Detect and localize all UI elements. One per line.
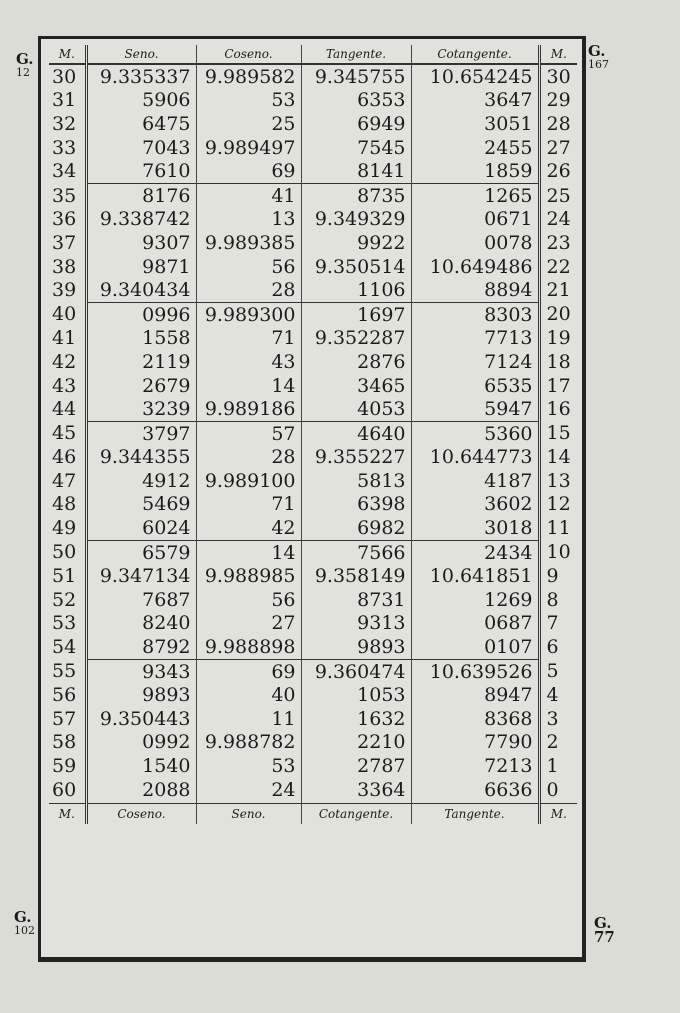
cotangente-cell: 8368	[411, 707, 539, 731]
coseno-cell: 14	[196, 540, 301, 564]
minute-right-cell: 26	[539, 159, 577, 183]
minute-cell: 54	[49, 635, 86, 659]
margin-label-bottom-right	[594, 916, 615, 944]
cotangente-cell: 10.649486	[411, 255, 539, 279]
footer-minutes: M.	[49, 804, 86, 825]
minute-right-cell: 25	[539, 183, 577, 207]
minute-right-cell: 19	[539, 327, 577, 351]
coseno-cell: 9.988985	[196, 564, 301, 588]
table-row	[49, 612, 577, 636]
tangente-cell: 9.345755	[301, 64, 411, 89]
table-row	[49, 278, 577, 302]
margin-label-top-left	[16, 52, 34, 80]
seno-cell: 9.350443	[99, 707, 191, 730]
minute-cell: 41	[49, 327, 86, 351]
tangente-cell: 9.358149	[301, 564, 411, 588]
minute-cell: 60	[49, 778, 86, 804]
cotangente-cell: 8303	[411, 302, 539, 326]
minute-cell: 30	[49, 64, 86, 89]
header-cotangente: Cotangente.	[411, 45, 539, 64]
table-row	[49, 112, 577, 136]
tangente-cell: 8141	[301, 159, 411, 183]
minute-right-cell: 16	[539, 397, 577, 421]
coseno-cell: 56	[196, 588, 301, 612]
cotangente-cell: 3018	[411, 516, 539, 540]
cotangente-cell: 0107	[411, 635, 539, 659]
seno-cell: 8176	[86, 183, 196, 207]
tangente-cell: 7566	[301, 540, 411, 564]
minute-cell: 45	[49, 421, 86, 445]
cotangente-cell: 10.644773	[411, 446, 539, 470]
table-row	[49, 159, 577, 183]
footer-minutes-right: M.	[539, 804, 577, 825]
seno-cell: 7043	[142, 136, 191, 159]
tangente-cell: 2876	[301, 350, 411, 374]
tangente-cell: 2210	[301, 731, 411, 755]
table-row	[49, 635, 577, 659]
header-row	[49, 45, 577, 64]
seno-cell: 3239	[142, 398, 191, 421]
seno-cell: 0996	[86, 302, 196, 326]
minute-cell: 59	[49, 754, 86, 778]
cotangente-cell: 1269	[411, 588, 539, 612]
table-row	[49, 754, 577, 778]
coseno-cell: 53	[196, 754, 301, 778]
cotangente-cell: 7124	[411, 350, 539, 374]
minute-right-cell: 1	[539, 754, 577, 778]
margin-number: 167	[588, 58, 609, 71]
minute-right-cell: 13	[539, 469, 577, 493]
table-row	[49, 446, 577, 470]
minute-cell: 50	[49, 540, 86, 564]
minute-right-cell: 12	[539, 493, 577, 517]
coseno-cell: 71	[196, 493, 301, 517]
seno-cell: 9343	[86, 659, 196, 683]
margin-label-top-right	[588, 44, 609, 72]
cotangente-cell: 0078	[411, 231, 539, 255]
table-row	[49, 397, 577, 421]
minute-cell: 37	[49, 231, 86, 255]
coseno-cell: 9.989582	[196, 64, 301, 89]
seno-cell: 7610	[142, 160, 191, 183]
cotangente-cell: 7790	[411, 731, 539, 755]
seno-cell: 3797	[86, 421, 196, 445]
seno-cell: 9.340434	[99, 279, 191, 302]
margin-letter: G.	[594, 914, 612, 932]
tangente-cell: 9893	[301, 635, 411, 659]
seno-cell: 2119	[142, 350, 191, 373]
minute-right-cell: 8	[539, 588, 577, 612]
seno-cell: 6579	[86, 540, 196, 564]
table-row	[49, 493, 577, 517]
cotangente-cell: 7713	[411, 327, 539, 351]
seno-cell: 9.335337	[86, 64, 196, 89]
tangente-cell: 1697	[301, 302, 411, 326]
table-row	[49, 136, 577, 160]
coseno-cell: 53	[196, 89, 301, 113]
minute-cell: 47	[49, 469, 86, 493]
margin-letter: G.	[16, 50, 34, 68]
tangente-cell: 3364	[301, 778, 411, 804]
seno-cell: 2679	[142, 374, 191, 397]
table-row	[49, 778, 577, 804]
footer-row	[49, 804, 577, 825]
tangente-cell: 6982	[301, 516, 411, 540]
minute-right-cell: 14	[539, 446, 577, 470]
coseno-cell: 9.989385	[196, 231, 301, 255]
seno-cell: 9307	[142, 231, 191, 254]
seno-cell: 6475	[142, 112, 191, 135]
seno-cell: 8792	[142, 636, 191, 659]
margin-number: 12	[16, 66, 30, 79]
table-row	[49, 350, 577, 374]
minute-cell: 49	[49, 516, 86, 540]
tangente-cell: 9.349329	[301, 208, 411, 232]
cotangente-cell: 3647	[411, 89, 539, 113]
coseno-cell: 41	[196, 183, 301, 207]
coseno-cell: 11	[196, 707, 301, 731]
cotangente-cell: 1859	[411, 159, 539, 183]
minute-right-cell: 22	[539, 255, 577, 279]
tangente-cell: 1632	[301, 707, 411, 731]
seno-cell: 1540	[142, 755, 191, 778]
cotangente-cell: 8894	[411, 278, 539, 302]
seno-cell: 9871	[142, 255, 191, 278]
coseno-cell: 13	[196, 208, 301, 232]
coseno-cell: 9.989300	[196, 302, 301, 326]
cotangente-cell: 2455	[411, 136, 539, 160]
minute-right-cell: 10	[539, 540, 577, 564]
table-row	[49, 564, 577, 588]
seno-cell: 5906	[142, 89, 191, 112]
table-frame	[38, 36, 586, 962]
minute-cell: 35	[49, 183, 86, 207]
table-row	[49, 731, 577, 755]
minute-right-cell: 4	[539, 683, 577, 707]
minute-right-cell: 3	[539, 707, 577, 731]
minute-right-cell: 15	[539, 421, 577, 445]
margin-label-bottom-left	[14, 910, 35, 938]
seno-cell: 9893	[142, 684, 191, 707]
seno-cell: 2088	[142, 778, 191, 801]
coseno-cell: 71	[196, 327, 301, 351]
cotangente-cell: 6535	[411, 374, 539, 398]
log-trig-table	[49, 45, 577, 824]
cotangente-cell: 3051	[411, 112, 539, 136]
minute-cell: 57	[49, 707, 86, 731]
table-row	[49, 516, 577, 540]
tangente-cell: 1106	[301, 278, 411, 302]
minute-cell: 55	[49, 659, 86, 683]
cotangente-cell: 8947	[411, 683, 539, 707]
coseno-cell: 27	[196, 612, 301, 636]
seno-cell: 9.347134	[99, 565, 191, 588]
coseno-cell: 9.988782	[196, 731, 301, 755]
table-row	[49, 683, 577, 707]
table-row	[49, 469, 577, 493]
tangente-cell: 9.352287	[301, 327, 411, 351]
cotangente-cell: 0671	[411, 208, 539, 232]
table-row	[49, 540, 577, 564]
cotangente-cell: 0687	[411, 612, 539, 636]
margin-number: 102	[14, 924, 35, 937]
table-row	[49, 421, 577, 445]
footer-tangente: Tangente.	[411, 804, 539, 825]
seno-cell: 5469	[142, 493, 191, 516]
coseno-cell: 42	[196, 516, 301, 540]
tangente-cell: 9.350514	[301, 255, 411, 279]
coseno-cell: 69	[196, 159, 301, 183]
minute-cell: 48	[49, 493, 86, 517]
coseno-cell: 9.989497	[196, 136, 301, 160]
table-row	[49, 659, 577, 683]
minute-cell: 34	[49, 159, 86, 183]
table-row	[49, 255, 577, 279]
coseno-cell: 28	[196, 278, 301, 302]
cotangente-cell: 2434	[411, 540, 539, 564]
tangente-cell: 5813	[301, 469, 411, 493]
minute-cell: 31	[49, 89, 86, 113]
seno-cell: 9.338742	[99, 208, 191, 231]
table-row	[49, 231, 577, 255]
cotangente-cell: 6636	[411, 778, 539, 804]
header-tangente: Tangente.	[301, 45, 411, 64]
tangente-cell: 3465	[301, 374, 411, 398]
tangente-cell: 9.360474	[301, 659, 411, 683]
tangente-cell: 9.355227	[301, 446, 411, 470]
coseno-cell: 40	[196, 683, 301, 707]
minute-right-cell: 21	[539, 278, 577, 302]
table-row	[49, 64, 577, 89]
minute-right-cell: 6	[539, 635, 577, 659]
margin-number: 77	[594, 928, 615, 946]
tangente-cell: 6353	[301, 89, 411, 113]
seno-cell: 6024	[142, 517, 191, 540]
table-row	[49, 89, 577, 113]
coseno-cell: 14	[196, 374, 301, 398]
coseno-cell: 25	[196, 112, 301, 136]
table-row	[49, 707, 577, 731]
cotangente-cell: 5947	[411, 397, 539, 421]
margin-letter: G.	[588, 42, 606, 60]
tangente-cell: 4640	[301, 421, 411, 445]
minute-right-cell: 0	[539, 778, 577, 804]
minute-right-cell: 9	[539, 564, 577, 588]
tangente-cell: 9313	[301, 612, 411, 636]
minute-cell: 56	[49, 683, 86, 707]
tangente-cell: 2787	[301, 754, 411, 778]
minute-cell: 46	[49, 446, 86, 470]
footer-seno: Seno.	[196, 804, 301, 825]
minute-cell: 39	[49, 278, 86, 302]
tangente-cell: 7545	[301, 136, 411, 160]
seno-cell: 1558	[142, 327, 191, 350]
table-row	[49, 588, 577, 612]
minute-cell: 38	[49, 255, 86, 279]
seno-cell: 7687	[142, 588, 191, 611]
table-row	[49, 327, 577, 351]
tangente-cell: 6949	[301, 112, 411, 136]
minute-cell: 43	[49, 374, 86, 398]
table-row	[49, 302, 577, 326]
seno-cell: 9.344355	[99, 446, 191, 469]
coseno-cell: 57	[196, 421, 301, 445]
minute-cell: 53	[49, 612, 86, 636]
table-row	[49, 183, 577, 207]
table-row	[49, 374, 577, 398]
tangente-cell: 4053	[301, 397, 411, 421]
table-body	[49, 64, 577, 804]
minute-right-cell: 23	[539, 231, 577, 255]
coseno-cell: 24	[196, 778, 301, 804]
minute-right-cell: 27	[539, 136, 577, 160]
minute-right-cell: 5	[539, 659, 577, 683]
coseno-cell: 9.989186	[196, 397, 301, 421]
tangente-cell: 6398	[301, 493, 411, 517]
cotangente-cell: 3602	[411, 493, 539, 517]
footer-coseno: Coseno.	[86, 804, 196, 825]
minute-right-cell: 28	[539, 112, 577, 136]
cotangente-cell: 5360	[411, 421, 539, 445]
tangente-cell: 8731	[301, 588, 411, 612]
minute-cell: 44	[49, 397, 86, 421]
coseno-cell: 9.989100	[196, 469, 301, 493]
header-coseno: Coseno.	[196, 45, 301, 64]
minute-cell: 51	[49, 564, 86, 588]
minute-right-cell: 11	[539, 516, 577, 540]
minute-right-cell: 20	[539, 302, 577, 326]
cotangente-cell: 4187	[411, 469, 539, 493]
tangente-cell: 9922	[301, 231, 411, 255]
cotangente-cell: 10.639526	[411, 659, 539, 683]
margin-letter: G.	[14, 908, 32, 926]
minute-cell: 52	[49, 588, 86, 612]
coseno-cell: 69	[196, 659, 301, 683]
cotangente-cell: 10.641851	[411, 564, 539, 588]
minute-right-cell: 29	[539, 89, 577, 113]
coseno-cell: 28	[196, 446, 301, 470]
tangente-cell: 1053	[301, 683, 411, 707]
minute-cell: 40	[49, 302, 86, 326]
minute-right-cell: 24	[539, 208, 577, 232]
minute-cell: 58	[49, 731, 86, 755]
tangente-cell: 8735	[301, 183, 411, 207]
minute-cell: 33	[49, 136, 86, 160]
header-minutes: M.	[49, 45, 86, 64]
header-minutes-right: M.	[539, 45, 577, 64]
seno-cell: 0992	[142, 731, 191, 754]
cotangente-cell: 7213	[411, 754, 539, 778]
minute-right-cell: 30	[539, 64, 577, 89]
cotangente-cell: 1265	[411, 183, 539, 207]
cotangente-cell: 10.654245	[411, 64, 539, 89]
coseno-cell: 9.988898	[196, 635, 301, 659]
minute-right-cell: 7	[539, 612, 577, 636]
header-seno: Seno.	[86, 45, 196, 64]
seno-cell: 4912	[142, 469, 191, 492]
seno-cell: 8240	[142, 612, 191, 635]
minute-right-cell: 2	[539, 731, 577, 755]
minute-cell: 36	[49, 208, 86, 232]
minute-right-cell: 17	[539, 374, 577, 398]
minute-cell: 42	[49, 350, 86, 374]
table-row	[49, 208, 577, 232]
footer-cotangente: Cotangente.	[301, 804, 411, 825]
minute-right-cell: 18	[539, 350, 577, 374]
minute-cell: 32	[49, 112, 86, 136]
coseno-cell: 43	[196, 350, 301, 374]
coseno-cell: 56	[196, 255, 301, 279]
